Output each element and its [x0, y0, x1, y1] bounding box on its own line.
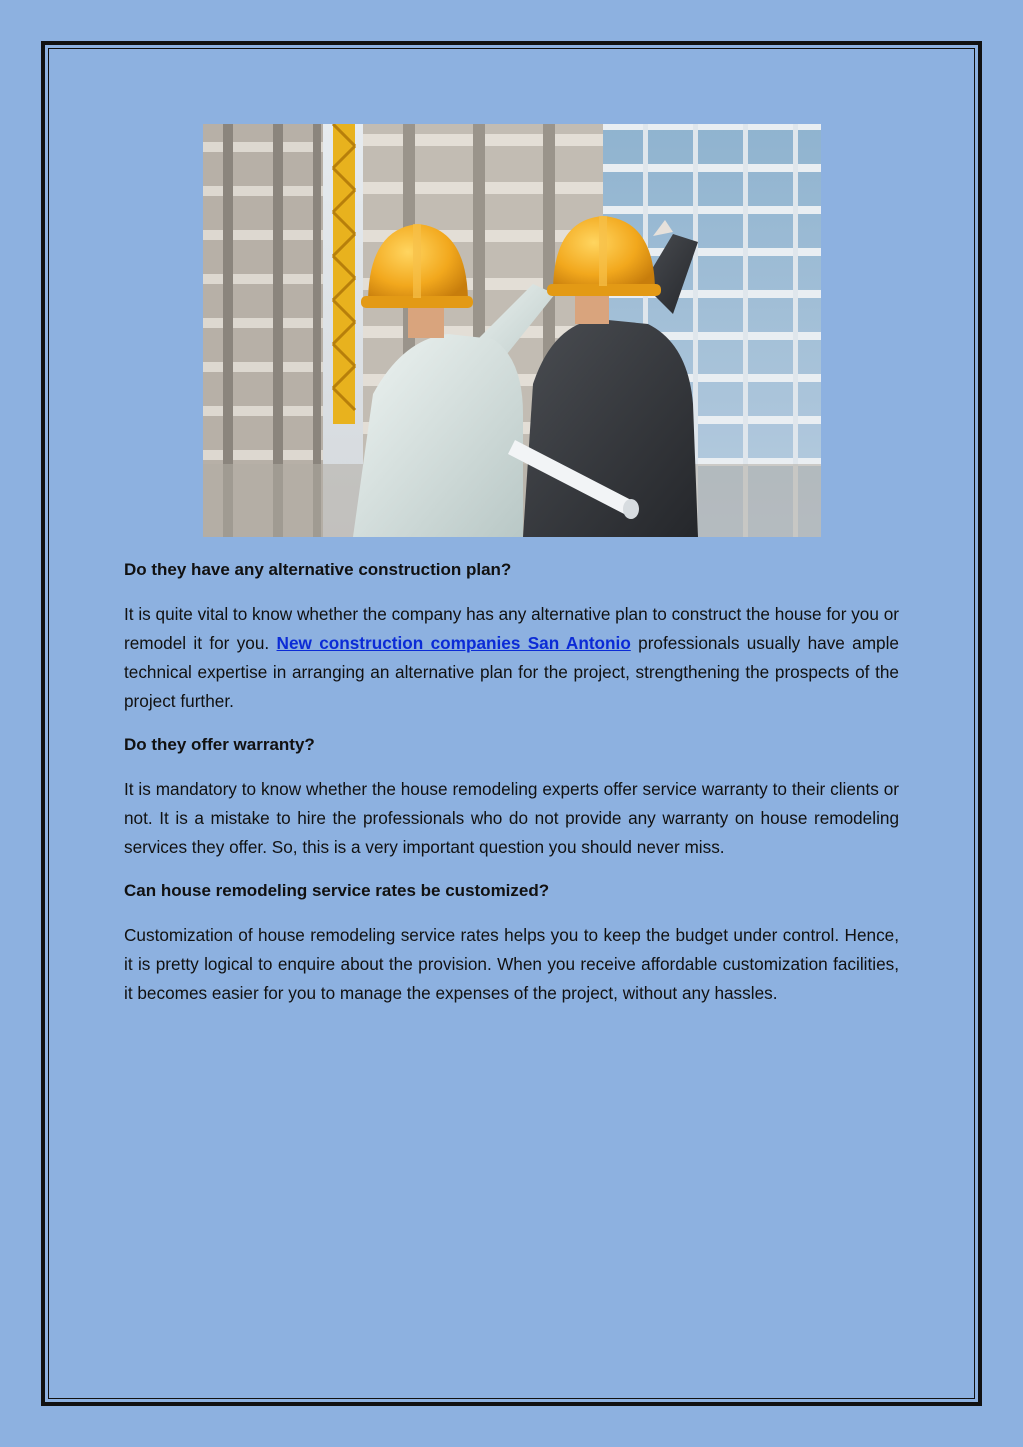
san-antonio-link[interactable]: New construction companies San Antonio [276, 633, 631, 653]
section-heading: Can house remodeling service rates be customized? [124, 881, 550, 900]
article-body [124, 558, 899, 1025]
section-paragraph [124, 600, 899, 716]
paragraph-text: It is quite vital to know whether the company has any alternative plan to construct the house for you or remodel it for you. [124, 604, 899, 653]
crane [333, 124, 355, 424]
section-heading: Do they have any alternative construction plan? [124, 560, 512, 579]
construction-engineers-photo [203, 124, 821, 537]
section-heading: Do they offer warranty? [124, 735, 315, 754]
section-paragraph: It is mandatory to know whether the house remodeling experts offer service warranty to their clients or not. It is a mistake to hire the professionals who do not provide any warranty on house remodeling services they offer. So, this is a very important question you should never miss. [124, 779, 899, 857]
section-paragraph: Customization of house remodeling service rates helps you to keep the budget under control. Hence, it is pretty logical to enquire about the provision. When you receive affordable customization facilities, it becomes easier for you to manage the expenses of the project, without any hassles. [124, 925, 899, 1003]
paragraph-text: professionals usually have ample technical expertise in arranging an alternative plan for the project, strengthening the prospects of the project further. [124, 633, 899, 711]
